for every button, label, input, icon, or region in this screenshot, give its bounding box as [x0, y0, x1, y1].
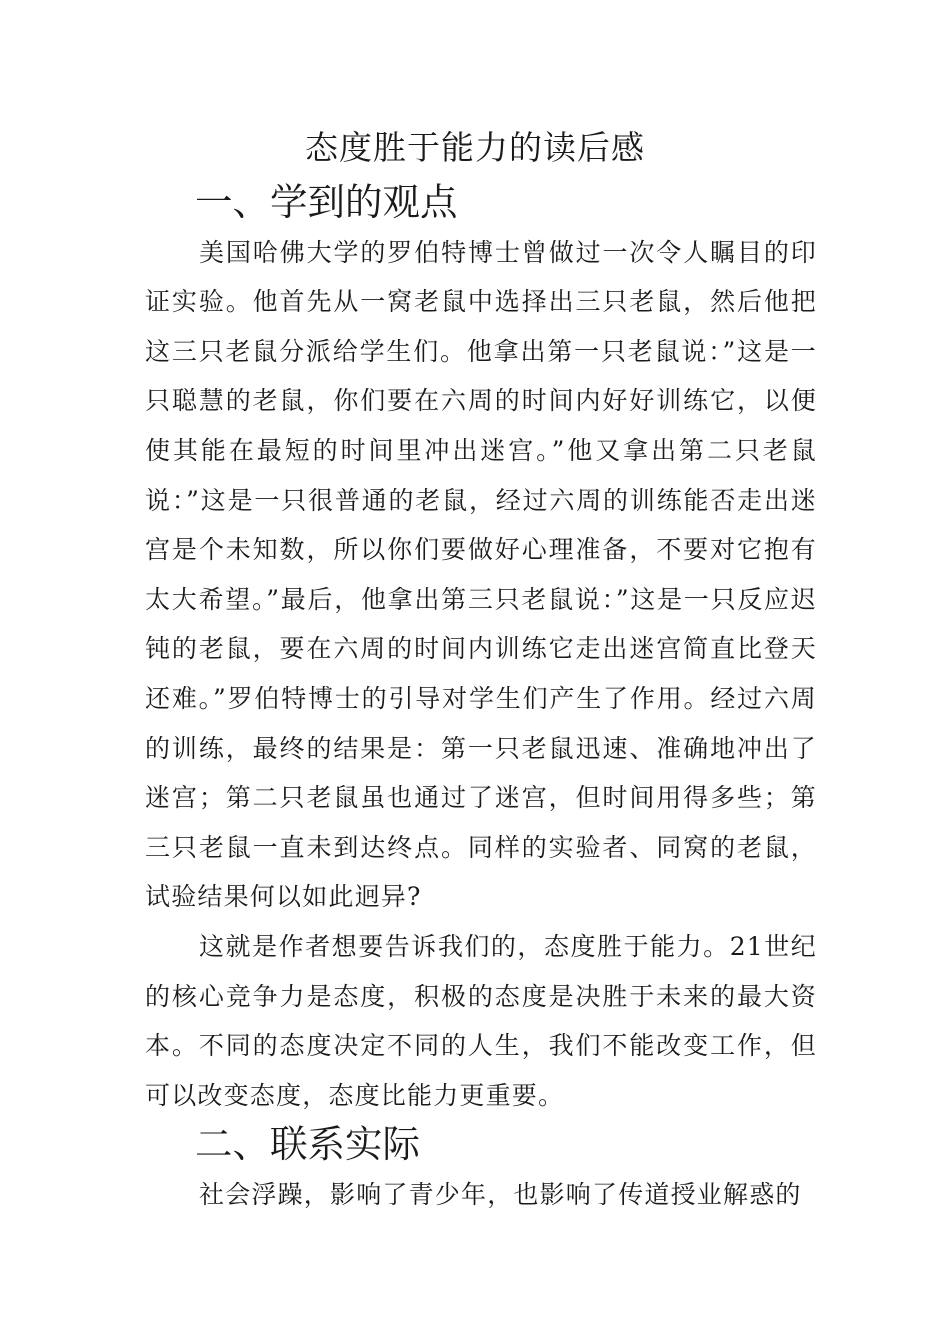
- paragraph-reality: 社会浮躁，影响了青少年，也影响了传道授业解惑的: [199, 1179, 802, 1209]
- section-heading-1: 一、学到的观点: [195, 180, 458, 224]
- paragraph-attitude: 这就是作者想要告诉我们的，态度胜于能力。21世纪的核心竞争力是态度，积极的态度是决胜于未来的最大资本。不同的态度决定不同的人生，我们不能改变工作，但可以改变态度，态度比能力更重要。: [145, 931, 817, 1110]
- section-heading-2: 二、联系实际: [195, 1122, 420, 1167]
- page-title: 态度胜于能力的读后感: [305, 128, 645, 167]
- paragraph-experiment: 美国哈佛大学的罗伯特博士曾做过一次令人瞩目的印证实验。他首先从一窝老鼠中选择出三只老鼠，然后他把这三只老鼠分派给学生们。他拿出第一只老鼠说：”这是一只聪慧的老鼠，你们要在六周的时间内好好训练它，以便使其能在最短的时间里冲出迷宫。”他又拿出第二只老鼠说：”这是一只很普通的老鼠，经过六周的训练能否走出迷宫是个未知数，所以你们要做好心理准备，不要对它抱有太大希望。”最后，他拿出第三只老鼠说：”这是一只反应迟钝的老鼠，要在六周的时间内训练它走出迷宫简直比登天还难。”罗伯特博士的引导对学生们产生了作用。经过六周的训练，最终的结果是：第一只老鼠迅速、准确地冲出了迷宫；第二只老鼠虽也通过了迷宫，但时间用得多些；第三只老鼠一直未到达终点。同样的实验者、同窝的老鼠，试验结果何以如此迥异?: [145, 237, 817, 912]
- document-body: [145, 178, 817, 1219]
